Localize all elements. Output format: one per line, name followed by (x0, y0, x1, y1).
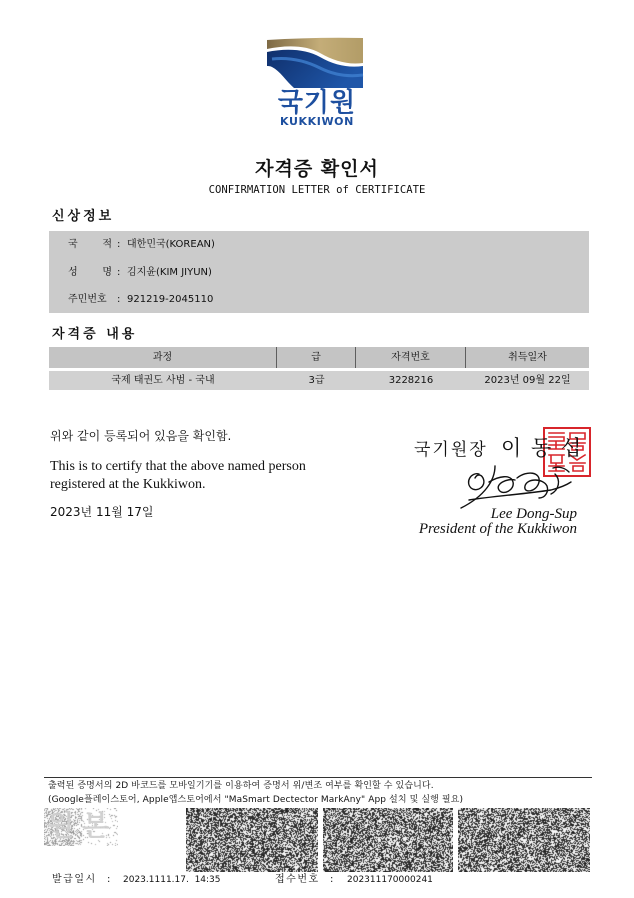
signatory-name-english: Lee Dong-Sup (490, 506, 577, 522)
statement-date: 2023년 11월 17일 (50, 505, 154, 519)
resident-number-label: 주민번호 (68, 294, 107, 305)
receipt-number-label: 접수번호 (275, 874, 320, 885)
issued-datetime-value: 2023.1111.17. 14:35 (123, 875, 221, 885)
kukkiwon-logo-icon (264, 37, 366, 90)
nationality-value: 대한민국(KOREAN) (127, 239, 215, 250)
page-subtitle: CONFIRMATION LETTER of CERTIFICATE (208, 184, 426, 196)
nationality-separator: : (117, 239, 121, 250)
nationality-label: 국 적 (68, 239, 112, 250)
cell-course: 국제 태권도 사범 - 국내 (111, 375, 215, 386)
resident-number-row (49, 292, 589, 308)
signatory-name-korean: 이 동 섭 (501, 436, 583, 460)
table-row (49, 371, 589, 390)
2d-barcode-2 (323, 808, 453, 872)
column-header-certificate-number: 자격번호 (356, 347, 466, 368)
name-label: 성 명 (68, 267, 112, 278)
column-header-course: 과정 (49, 347, 277, 368)
2d-barcode-1 (186, 808, 318, 872)
personal-info-heading: 신상정보 (52, 209, 115, 224)
issued-datetime-separator: : (107, 874, 111, 885)
cell-acquired-date: 2023년 09월 22일 (484, 375, 571, 386)
confirmation-statement-korean: 위와 같이 등록되어 있음을 확인함. (50, 429, 232, 443)
name-value: 김지윤(KIM JIYUN) (127, 267, 212, 278)
page-title: 자격증 확인서 (255, 158, 379, 180)
issued-datetime-label: 발급일시 (52, 874, 97, 885)
signatory-title-korean: 국기원장 (414, 440, 488, 460)
footer-divider (44, 777, 592, 778)
confirmation-statement-english-line-2: registered at the Kukkiwon. (50, 477, 206, 492)
2d-barcode-3 (458, 808, 590, 872)
verification-notice-line-2: (Google플레이스토어, Apple앱스토어에서 "MaSmart Dectector MarkAny" App 설치 및 실행 필요) (48, 795, 464, 805)
receipt-number-separator: : (330, 874, 334, 885)
resident-number-value: 921219-2045110 (127, 294, 214, 305)
original-watermark: 원본 (47, 809, 118, 842)
receipt-number-value: 202311170000241 (347, 875, 433, 885)
certificate-table-header (49, 347, 589, 368)
nationality-row (49, 237, 589, 253)
handwritten-signature-icon (455, 460, 580, 510)
cell-grade: 3급 (308, 375, 325, 386)
confirmation-statement-english-line-1: This is to certify that the above named person (50, 459, 306, 474)
column-header-grade: 급 (277, 347, 356, 368)
verification-notice-line-1: 출력된 증명서의 2D 바코드를 모바일기기를 이용하여 증명서 위/변조 여부를 확인할 수 있습니다. (48, 781, 434, 791)
name-row (49, 265, 589, 281)
certificate-heading: 자격증 내용 (52, 327, 138, 342)
name-separator: : (117, 267, 121, 278)
logo-name-korean: 국기원 (277, 88, 357, 118)
column-header-acquired-date: 취득일자 (508, 352, 547, 363)
cell-certificate-number: 3228216 (388, 375, 434, 386)
personal-info-box (49, 231, 589, 313)
logo-name-english: KUKKIWON (280, 115, 354, 128)
resident-number-separator: : (117, 294, 121, 305)
signatory-title-english: President of the Kukkiwon (418, 521, 577, 537)
